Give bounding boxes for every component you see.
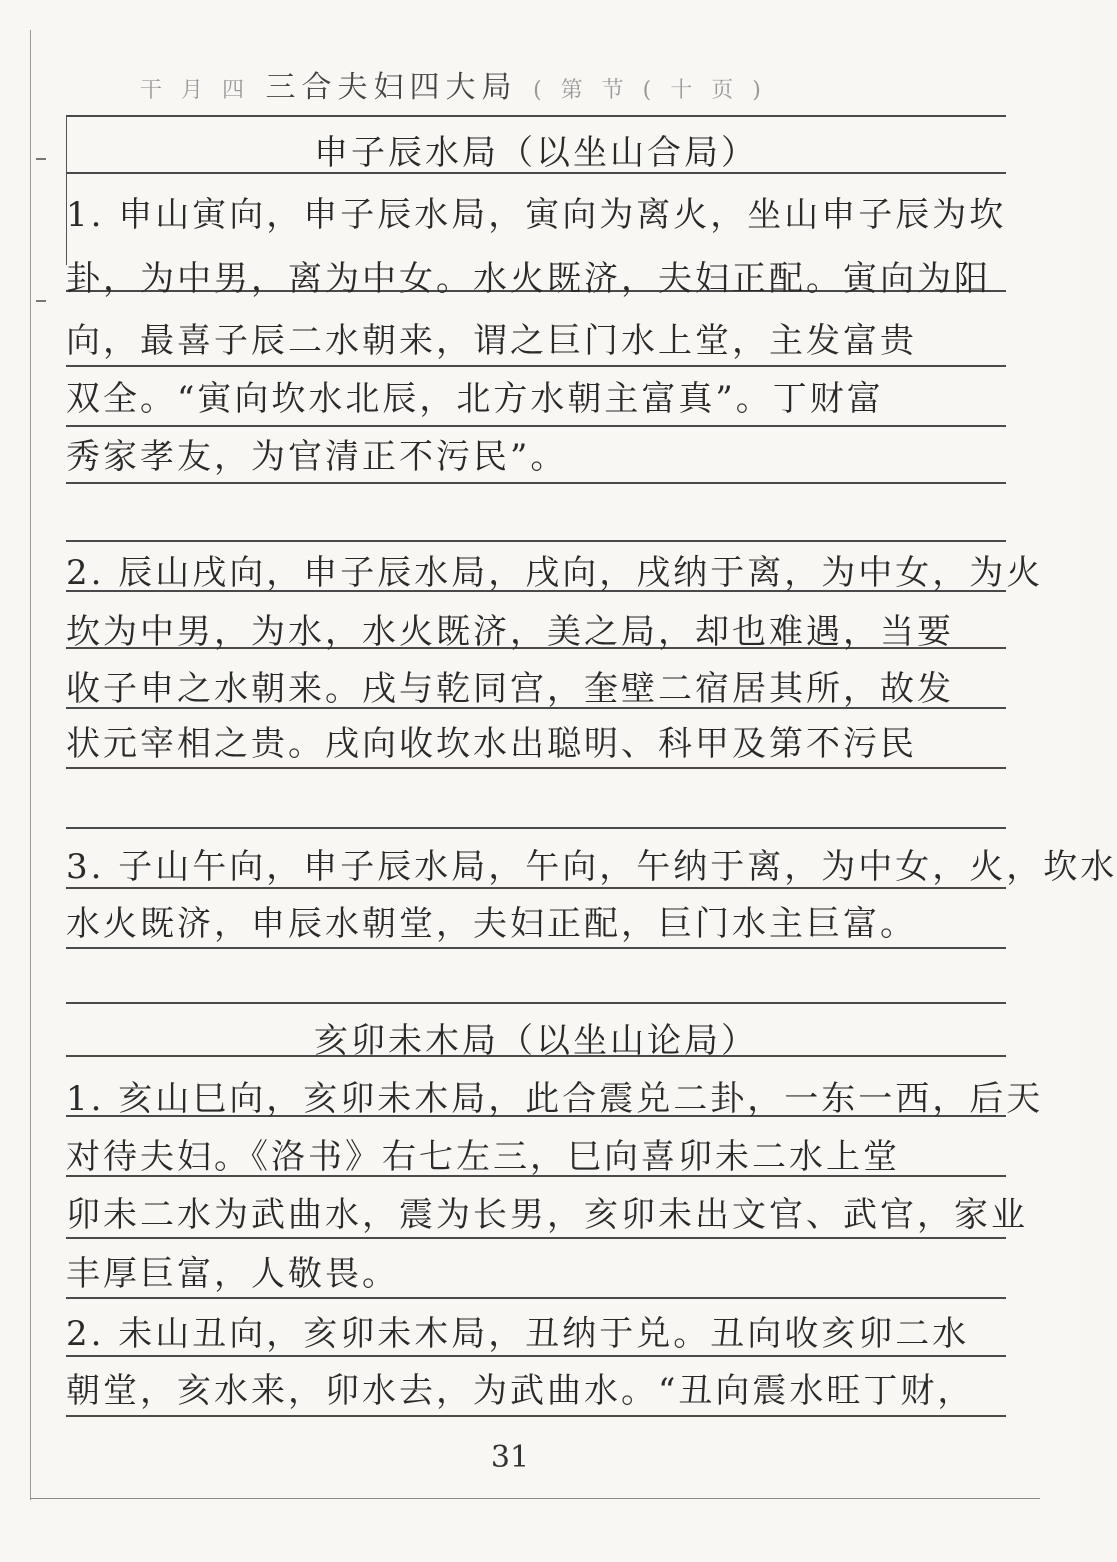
section-heading: 亥卯未木局（以坐山论局）	[314, 1021, 758, 1061]
text-line: 卦，为中男，离为中女。水火既济，夫妇正配。寅向为阳	[66, 259, 991, 299]
margin-mark	[36, 158, 46, 160]
text-line: 秀家孝友，为官清正不污民”。	[66, 437, 568, 477]
header-title: 三合夫妇四大局	[265, 70, 518, 105]
text-line: 丰厚巨富，人敬畏。	[66, 1254, 399, 1294]
section-heading: 申子辰水局（以坐山合局）	[314, 133, 758, 173]
margin-mark	[36, 300, 46, 302]
text-line: 2. 未山丑向，亥卯未木局，丑纳于兑。丑向收亥卯二水	[66, 1314, 970, 1354]
text-line: 1. 亥山巳向，亥卯未木局，此合震兑二卦，一东一西，后天	[66, 1079, 1044, 1119]
text-line: 水火既济，申辰水朝堂，夫妇正配，巨门水主巨富。	[66, 904, 917, 944]
ruled-line	[66, 115, 1006, 117]
left-margin-line	[30, 30, 31, 1500]
text-line: 2. 辰山戌向，申子辰水局，戌向，戌纳于离，为中女，为火	[66, 553, 1044, 593]
text-line: 收子申之水朝来。戌与乾同宫，奎壁二宿居其所，故发	[66, 669, 954, 709]
text-line: 双全。“寅向坎水北辰，北方水朝主富真”。丁财富	[66, 379, 884, 419]
header-suffix: ( 第 节 ( 十 页 )	[533, 78, 767, 103]
page-number: 31	[490, 1440, 530, 1475]
header-prefix: 干 月 四	[140, 78, 250, 103]
text-line: 状元宰相之贵。戌向收坎水出聪明、科甲及第不污民	[66, 724, 917, 764]
text-line: 坎为中男，为水，水火既济，美之局，却也难遇，当要	[66, 612, 954, 652]
ruled-line	[66, 540, 1006, 542]
text-line: 卯未二水为武曲水，震为长男，亥卯未出文官、武官，家业	[66, 1195, 1028, 1235]
text-line: 向，最喜子辰二水朝来，谓之巨门水上堂，主发富贵	[66, 321, 917, 361]
text-line: 3. 子山午向，申子辰水局，午向，午纳于离，为中女，火，坎水	[66, 847, 1117, 887]
page-header	[140, 62, 960, 106]
ruled-line	[66, 827, 1006, 829]
text-line: 对待夫妇。《洛书》右七左三，巳向喜卯未二水上堂	[66, 1137, 900, 1177]
bottom-page-edge	[30, 1498, 1040, 1499]
text-line: 朝堂，亥水来，卯水去，为武曲水。“丑向震水旺丁财，	[66, 1371, 975, 1411]
ruled-line	[66, 1002, 1006, 1004]
text-line: 1. 申山寅向，申子辰水局，寅向为离火，坐山申子辰为坎	[66, 195, 1007, 235]
